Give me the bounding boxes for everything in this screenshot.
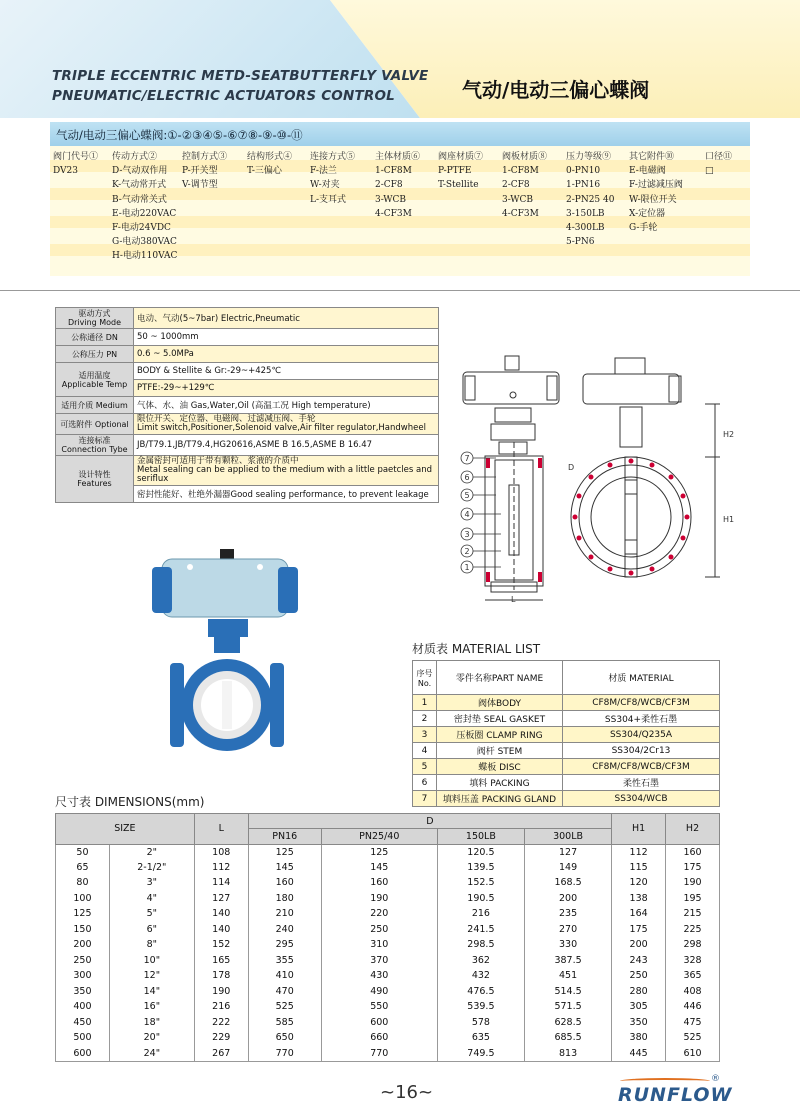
dim-cell: 195 <box>666 891 720 907</box>
material-title: 材质表 MATERIAL LIST <box>412 642 541 656</box>
material-cell: 阀体BODY <box>437 695 563 711</box>
brand-logo: RUNFLOW <box>618 1084 733 1106</box>
code-column-header: 阀板材质⑧ <box>502 152 548 162</box>
code-option: 5-PN6 <box>566 237 595 248</box>
code-column <box>502 150 547 221</box>
dim-row <box>56 937 720 953</box>
dim-cell: 152.5 <box>437 875 524 891</box>
code-column <box>53 150 98 178</box>
material-cell: CF8M/CF8/WCB/CF3M <box>563 695 720 711</box>
dim-cell: 138 <box>612 891 666 907</box>
dim-cell: 270 <box>524 922 611 938</box>
dim-cell: 125 <box>321 844 437 860</box>
dim-cell: 600 <box>56 1046 110 1062</box>
code-column <box>247 150 292 178</box>
dim-cell: 685.5 <box>524 1030 611 1046</box>
code-option: 0-PN10 <box>566 166 601 177</box>
dim-cell: 500 <box>56 1030 110 1046</box>
spec-table <box>55 307 439 503</box>
dim-cell: 770 <box>248 1046 321 1062</box>
mat-h-no: 序号 No. <box>413 661 437 695</box>
dim-cell: 235 <box>524 906 611 922</box>
dim-cell: 310 <box>321 937 437 953</box>
dim-cell: 328 <box>666 953 720 969</box>
spec-label: 可选附件 Optional <box>56 414 134 435</box>
dim-cell: 550 <box>321 999 437 1015</box>
dim-cell: 660 <box>321 1030 437 1046</box>
material-cell: SS304+柔性石墨 <box>563 711 720 727</box>
callout-label: 5 <box>464 491 470 500</box>
dim-cell: 451 <box>524 968 611 984</box>
spec-label: 公称通径 DN <box>56 329 134 346</box>
dim-cell: 100 <box>56 891 110 907</box>
code-column-header: 控制方式③ <box>182 152 228 162</box>
material-row <box>413 727 720 743</box>
dim-h-h2: H2 <box>666 814 720 845</box>
dim-cell: 127 <box>194 891 248 907</box>
dim-cell: 446 <box>666 999 720 1015</box>
dim-cell: 430 <box>321 968 437 984</box>
code-option: 3-150LB <box>566 208 605 219</box>
dim-cell: 749.5 <box>437 1046 524 1062</box>
spec-value: JB/T79.1,JB/T79.4,HG20616,ASME B 16.5,ASME B 16.47 <box>134 435 439 456</box>
code-option: H-电动110VAC <box>112 251 178 262</box>
dim-cell: 408 <box>666 984 720 1000</box>
dim-cell: 150 <box>56 922 110 938</box>
spec-row-medium <box>56 397 439 414</box>
dim-cell: 450 <box>56 1015 110 1031</box>
dim-cell: 650 <box>248 1030 321 1046</box>
dim-h1-label: H1 <box>723 515 735 524</box>
spec-value: 0.6 ~ 5.0MPa <box>134 346 439 363</box>
dim-cell: 50 <box>56 844 110 860</box>
dim-cell: 243 <box>612 953 666 969</box>
dim-cell: 112 <box>194 860 248 876</box>
dim-row <box>56 984 720 1000</box>
code-option: F-过滤减压阀 <box>629 180 683 191</box>
dim-cell: 145 <box>321 860 437 876</box>
dim-cell: 190 <box>194 984 248 1000</box>
material-row <box>413 759 720 775</box>
dim-cell: 514.5 <box>524 984 611 1000</box>
dim-cell: 476.5 <box>437 984 524 1000</box>
dim-cell: 432 <box>437 968 524 984</box>
dim-cell: 225 <box>666 922 720 938</box>
page-number: ~16~ <box>380 1082 434 1103</box>
dim-row <box>56 906 720 922</box>
dim-row <box>56 1015 720 1031</box>
dim-cell: 160 <box>666 844 720 860</box>
dim-cell: 215 <box>666 906 720 922</box>
dim-cell: 330 <box>524 937 611 953</box>
code-option: V-调节型 <box>182 180 218 191</box>
material-cell: 7 <box>413 791 437 807</box>
code-column <box>629 150 683 235</box>
dim-cell: 139.5 <box>437 860 524 876</box>
dim-sub: PN25/40 <box>321 829 437 845</box>
spec-value: BODY & Stellite & Gr:-29~+425℃ <box>134 363 439 380</box>
dim-cell: 400 <box>56 999 110 1015</box>
callout-label: 6 <box>464 473 470 482</box>
dim-cell: 410 <box>248 968 321 984</box>
code-option: 1-PN16 <box>566 180 601 191</box>
spec-value: 限位开关、定位器、电磁阀、过滤减压阀、手轮 Limit switch,Positioner,Solenoid valve,Air filter regulator,Handwheel <box>134 414 439 435</box>
dim-cell: 108 <box>194 844 248 860</box>
spec-row-dn <box>56 329 439 346</box>
valve-photo <box>150 545 300 755</box>
dim-row <box>56 1030 720 1046</box>
spec-row-driving <box>56 308 439 329</box>
dim-cell: 210 <box>248 906 321 922</box>
spec-label: 适用介质 Medium <box>56 397 134 414</box>
code-option: 2-CF8 <box>502 180 530 191</box>
dim-cell: 571.5 <box>524 999 611 1015</box>
dim-cell: 578 <box>437 1015 524 1031</box>
code-option: T-Stellite <box>438 180 479 191</box>
material-cell: 3 <box>413 727 437 743</box>
spec-label: 适用温度 Applicable Temp <box>56 363 134 397</box>
code-option: 2-PN25 40 <box>566 194 615 205</box>
material-header <box>413 661 720 695</box>
spec-value: 50 ~ 1000mm <box>134 329 439 346</box>
code-option: W-对夹 <box>310 180 340 191</box>
dim-cell: 120.5 <box>437 844 524 860</box>
code-option: 3-WCB <box>375 194 407 205</box>
code-column-header: 口径⑪ <box>705 152 733 162</box>
dim-cell: 350 <box>612 1015 666 1031</box>
code-column <box>310 150 355 207</box>
material-cell: 6 <box>413 775 437 791</box>
dim-cell: 350 <box>56 984 110 1000</box>
dim-cell: 539.5 <box>437 999 524 1015</box>
dim-cell: 12" <box>109 968 194 984</box>
dim-cell: 149 <box>524 860 611 876</box>
dim-h-l: L <box>194 814 248 845</box>
spec-value: 电动、气动(5~7bar) Electric,Pneumatic <box>134 308 439 329</box>
dim-cell: 610 <box>666 1046 720 1062</box>
dim-cell: 490 <box>321 984 437 1000</box>
dimensions-table <box>55 813 720 1062</box>
dim-cell: 250 <box>321 922 437 938</box>
dim-cell: 125 <box>56 906 110 922</box>
mat-h-part: 零件名称PART NAME <box>437 661 563 695</box>
dim-cell: 190.5 <box>437 891 524 907</box>
dim-cell: 216 <box>437 906 524 922</box>
spec-value: 密封性能好、杜绝外漏器Good sealing performance, to prevent leakage <box>134 486 439 503</box>
material-cell: 柔性石墨 <box>563 775 720 791</box>
spec-row-pn <box>56 346 439 363</box>
dim-row <box>56 999 720 1015</box>
dim-cell: 175 <box>666 860 720 876</box>
dim-cell: 24" <box>109 1046 194 1062</box>
dim-cell: 165 <box>194 953 248 969</box>
code-column <box>438 150 483 193</box>
dim-cell: 241.5 <box>437 922 524 938</box>
dim-cell: 298.5 <box>437 937 524 953</box>
dim-cell: 152 <box>194 937 248 953</box>
spec-row-conn <box>56 435 439 456</box>
callout-label: 2 <box>464 547 470 556</box>
dim-row <box>56 1046 720 1062</box>
dim-cell: 600 <box>321 1015 437 1031</box>
dim-cell: 635 <box>437 1030 524 1046</box>
dim-row <box>56 875 720 891</box>
dim-cell: 178 <box>194 968 248 984</box>
dim-cell: 80 <box>56 875 110 891</box>
dim-cell: 164 <box>612 906 666 922</box>
dim-cell: 370 <box>321 953 437 969</box>
material-cell: 压板圈 CLAMP RING <box>437 727 563 743</box>
mat-h-mat: 材质 MATERIAL <box>563 661 720 695</box>
spec-value: PTFE:-29~+129℃ <box>134 380 439 397</box>
spec-label: 连接标准 Connection Tybe <box>56 435 134 456</box>
material-row <box>413 695 720 711</box>
dim-cell: 20" <box>109 1030 194 1046</box>
code-column <box>182 150 227 193</box>
spec-label: 设计特性 Features <box>56 456 134 503</box>
material-cell: 2 <box>413 711 437 727</box>
dim-cell: 115 <box>612 860 666 876</box>
dimensions-title: 尺寸表 DIMENSIONS(mm) <box>55 795 205 809</box>
dim-cell: 267 <box>194 1046 248 1062</box>
code-column-header: 阀座材质⑦ <box>438 152 484 162</box>
dim-cell: 220 <box>321 906 437 922</box>
spec-label: 驱动方式 Driving Mode <box>56 308 134 329</box>
material-cell: 填料压盖 PACKING GLAND <box>437 791 563 807</box>
material-cell: CF8M/CF8/WCB/CF3M <box>563 759 720 775</box>
code-title: 气动/电动三偏心蝶阀:①-②③④⑤-⑥⑦⑧-⑨-⑩-⑪ <box>56 128 303 142</box>
dim-cell: 125 <box>248 844 321 860</box>
dim-cell: 127 <box>524 844 611 860</box>
code-column <box>566 150 614 249</box>
code-option: 1-CF8M <box>375 166 412 177</box>
dim-cell: 813 <box>524 1046 611 1062</box>
dim-cell: 280 <box>612 984 666 1000</box>
spec-value: 金属密封可适用于带有颗粒、浆液的介质中 Metal sealing can be applied to the medium with a little paetcles and seriflux <box>134 456 439 486</box>
callout-label: 4 <box>464 510 470 519</box>
dim-cell: 8" <box>109 937 194 953</box>
dim-row <box>56 953 720 969</box>
code-option: F-电动24VDC <box>112 223 171 234</box>
code-option: D-气动双作用 <box>112 166 168 177</box>
dim-cell: 216 <box>194 999 248 1015</box>
dim-cell: 525 <box>666 1030 720 1046</box>
code-option: G-手轮 <box>629 223 658 234</box>
dim-h2-label: H2 <box>723 430 735 439</box>
dim-cell: 6" <box>109 922 194 938</box>
dim-cell: 475 <box>666 1015 720 1031</box>
dim-cell: 190 <box>666 875 720 891</box>
code-option: T-三偏心 <box>247 166 282 177</box>
code-column <box>375 150 420 221</box>
dim-cell: 114 <box>194 875 248 891</box>
callout-label: 3 <box>464 530 470 539</box>
callout-label: 7 <box>464 454 470 463</box>
front-view-drawing <box>565 352 740 602</box>
dim-row <box>56 922 720 938</box>
code-option: DV23 <box>53 166 79 177</box>
code-option: E-电动220VAC <box>112 208 177 219</box>
code-option: P-PTFE <box>438 166 472 177</box>
dim-cell: 365 <box>666 968 720 984</box>
page-title-en <box>52 66 428 106</box>
spec-label: 公称压力 PN <box>56 346 134 363</box>
dim-cell: 2-1/2" <box>109 860 194 876</box>
code-option: 4-300LB <box>566 223 605 234</box>
dim-cell: 14" <box>109 984 194 1000</box>
code-column-header: 其它附件⑩ <box>629 152 675 162</box>
material-cell: SS304/2Cr13 <box>563 743 720 759</box>
title-en-line1: TRIPLE ECCENTRIC METD-SEATBUTTERFLY VALVE <box>52 68 429 84</box>
title-en-line2: PNEUMATIC/ELECTRIC ACTUATORS CONTROL <box>52 88 395 104</box>
dim-cell: 200 <box>56 937 110 953</box>
spec-value: 气体、水、油 Gas,Water,Oil (高温工况 High temperature) <box>134 397 439 414</box>
material-row <box>413 743 720 759</box>
dim-cell: 295 <box>248 937 321 953</box>
dim-cell: 445 <box>612 1046 666 1062</box>
dim-h-h1: H1 <box>612 814 666 845</box>
dim-cell: 140 <box>194 906 248 922</box>
callout-label: 1 <box>464 563 470 572</box>
code-option: B-气动常关式 <box>112 194 167 205</box>
dim-cell: 120 <box>612 875 666 891</box>
code-column-header: 传动方式② <box>112 152 158 162</box>
material-cell: 4 <box>413 743 437 759</box>
material-row <box>413 775 720 791</box>
material-table <box>412 660 720 807</box>
page-title-cn: 气动/电动三偏心蝶阀 <box>462 78 650 102</box>
dim-cell: 355 <box>248 953 321 969</box>
dim-cell: 387.5 <box>524 953 611 969</box>
dim-sub: PN16 <box>248 829 321 845</box>
code-column-header: 阀门代号① <box>53 152 99 162</box>
dim-cell: 160 <box>321 875 437 891</box>
code-column-header: 连接方式⑤ <box>310 152 356 162</box>
code-option: L-支耳式 <box>310 194 347 205</box>
dim-cell: 5" <box>109 906 194 922</box>
material-cell: 5 <box>413 759 437 775</box>
callouts <box>456 448 506 578</box>
registered-mark: ® <box>711 1074 720 1084</box>
code-option: 2-CF8 <box>375 180 403 191</box>
dim-cell: 200 <box>524 891 611 907</box>
dim-cell: 175 <box>612 922 666 938</box>
material-cell: SS304/Q235A <box>563 727 720 743</box>
code-option: 4-CF3M <box>375 208 412 219</box>
material-row <box>413 711 720 727</box>
code-option: 3-WCB <box>502 194 534 205</box>
dim-d-label: D <box>568 463 575 472</box>
dim-cell: 585 <box>248 1015 321 1031</box>
code-option: W-限位开关 <box>629 194 677 205</box>
dim-cell: 250 <box>56 953 110 969</box>
dim-cell: 140 <box>194 922 248 938</box>
dim-cell: 190 <box>321 891 437 907</box>
dim-cell: 160 <box>248 875 321 891</box>
code-option: G-电动380VAC <box>112 237 177 248</box>
material-row <box>413 791 720 807</box>
code-option: F-法兰 <box>310 166 337 177</box>
dim-cell: 250 <box>612 968 666 984</box>
dim-cell: 380 <box>612 1030 666 1046</box>
dim-cell: 168.5 <box>524 875 611 891</box>
dim-cell: 3" <box>109 875 194 891</box>
dim-row <box>56 891 720 907</box>
material-cell: 1 <box>413 695 437 711</box>
dim-sub: 150LB <box>437 829 524 845</box>
dim-cell: 628.5 <box>524 1015 611 1031</box>
dim-cell: 470 <box>248 984 321 1000</box>
code-option: 4-CF3M <box>502 208 539 219</box>
dim-cell: 362 <box>437 953 524 969</box>
spec-row-features <box>56 456 439 486</box>
code-option: X-定位器 <box>629 208 666 219</box>
dim-cell: 2" <box>109 844 194 860</box>
dim-cell: 770 <box>321 1046 437 1062</box>
dim-cell: 112 <box>612 844 666 860</box>
code-column <box>112 150 177 264</box>
dim-cell: 10" <box>109 953 194 969</box>
code-option: K-气动常开式 <box>112 180 167 191</box>
dim-cell: 65 <box>56 860 110 876</box>
dim-cell: 240 <box>248 922 321 938</box>
dim-h-d: D <box>248 814 611 829</box>
spec-row-optional <box>56 414 439 435</box>
dim-cell: 298 <box>666 937 720 953</box>
dim-cell: 4" <box>109 891 194 907</box>
divider <box>0 290 800 291</box>
dim-header <box>56 814 720 829</box>
dim-cell: 305 <box>612 999 666 1015</box>
dim-l-label: L <box>511 595 516 604</box>
dim-cell: 200 <box>612 937 666 953</box>
code-column-header: 主体材质⑥ <box>375 152 421 162</box>
dim-cell: 18" <box>109 1015 194 1031</box>
code-column-header: 压力等级⑨ <box>566 152 612 162</box>
code-column-header: 结构形式④ <box>247 152 293 162</box>
dim-cell: 16" <box>109 999 194 1015</box>
dim-row <box>56 844 720 860</box>
code-column <box>705 150 732 178</box>
material-cell: SS304/WCB <box>563 791 720 807</box>
material-cell: 填料 PACKING <box>437 775 563 791</box>
dim-cell: 300 <box>56 968 110 984</box>
spec-row-temp <box>56 363 439 380</box>
material-cell: 阀杆 STEM <box>437 743 563 759</box>
dim-cell: 229 <box>194 1030 248 1046</box>
dim-row <box>56 860 720 876</box>
code-option: 1-CF8M <box>502 166 539 177</box>
code-option: E-电磁阀 <box>629 166 666 177</box>
dim-cell: 180 <box>248 891 321 907</box>
dim-row <box>56 968 720 984</box>
dim-cell: 145 <box>248 860 321 876</box>
material-cell: 蝶板 DISC <box>437 759 563 775</box>
dim-cell: 525 <box>248 999 321 1015</box>
dim-h-size: SIZE <box>56 814 195 845</box>
material-cell: 密封垫 SEAL GASKET <box>437 711 563 727</box>
code-option: P-开关型 <box>182 166 218 177</box>
code-option: □ <box>705 166 714 177</box>
dim-sub: 300LB <box>524 829 611 845</box>
dim-cell: 222 <box>194 1015 248 1031</box>
